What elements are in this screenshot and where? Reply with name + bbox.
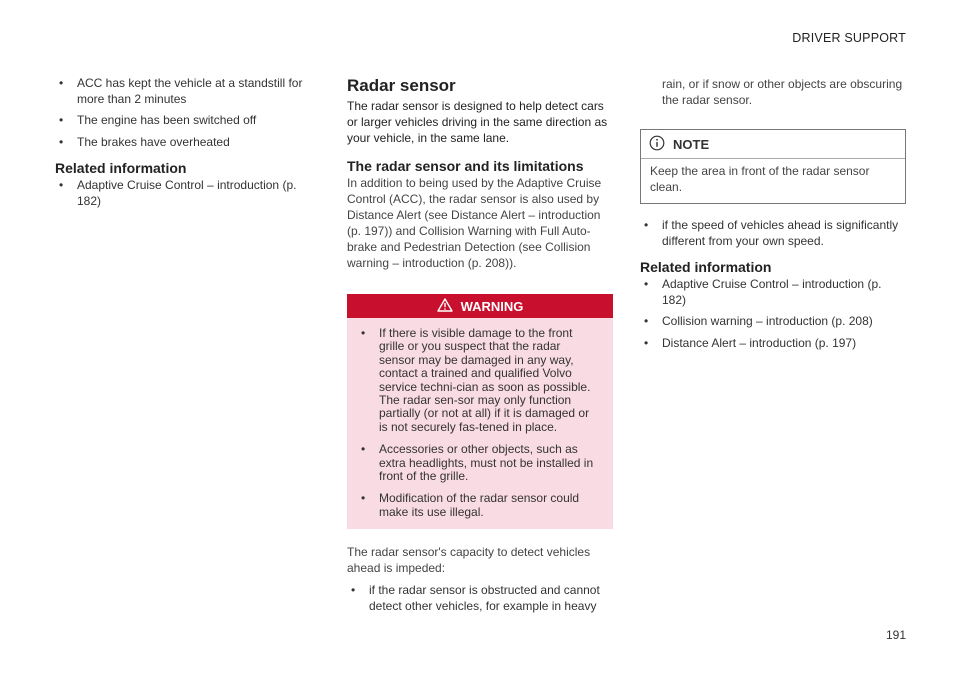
warning-header	[347, 294, 613, 318]
deactivation-list	[55, 76, 310, 150]
impeded-list	[347, 583, 613, 614]
impeded-list-continued	[640, 218, 906, 249]
column-right	[640, 76, 906, 357]
list-item: • If there is visible damage to the front grille or you suspect that the radar sensor may be damaged in any way, contact a trained and qualified Volvo service techni-cian as soon as possible. The radar sen-sor may only function partially (or not at all) if it is damaged or is not securely fas-tened in place.	[357, 327, 599, 434]
related-link[interactable]: • Adaptive Cruise Control – introduction (p. 182)	[55, 178, 310, 209]
related-info-list	[640, 277, 906, 351]
warning-label: WARNING	[460, 298, 524, 314]
subsection-heading: The radar sensor and its limitations	[347, 158, 584, 174]
limitations-paragraph: In addition to being used by the Adaptive Cruise Control (ACC), the radar sensor is also used by Distance Alert (see Distance Alert – introduction (p. 197)) and Collision Warning with Full Auto-brake and Pedestrian Detection (see Collision warning – introduction (p. 208)).	[347, 176, 602, 270]
note-box	[640, 129, 906, 204]
list-item: • The brakes have overheated	[55, 135, 310, 151]
capacity-text: The radar sensor's capacity to detect vehicles ahead is impeded:	[347, 545, 591, 576]
related-info-list	[55, 178, 310, 209]
note-label: NOTE	[673, 137, 710, 152]
section-header: DRIVER SUPPORT	[792, 31, 906, 45]
list-item: • Modification of the radar sensor could make its use illegal.	[357, 492, 599, 519]
column-middle	[347, 76, 613, 620]
continued-text: rain, or if snow or other objects are obscuring the radar sensor.	[662, 77, 903, 107]
warning-triangle-icon	[437, 298, 453, 315]
note-header	[641, 130, 905, 159]
list-item: • ACC has kept the vehicle at a standstill for more than 2 minutes	[55, 76, 310, 107]
related-link[interactable]: • Distance Alert – introduction (p. 197)	[640, 336, 906, 352]
intro-text: The radar sensor is designed to help detect cars or larger vehicles driving in the same direction as your vehicle, in the same lane.	[347, 99, 608, 145]
note-text: Keep the area in front of the radar sensor clean.	[650, 164, 870, 194]
warning-list	[347, 318, 613, 519]
page-number: 191	[885, 628, 906, 642]
info-circle-icon	[649, 135, 665, 154]
related-link[interactable]: • Collision warning – introduction (p. 208)	[640, 314, 906, 330]
warning-box	[347, 294, 613, 529]
page-title: Radar sensor	[347, 76, 456, 95]
related-link[interactable]: • Adaptive Cruise Control – introduction (p. 182)	[640, 277, 906, 308]
related-info-heading: Related information	[55, 160, 187, 176]
column-left	[55, 76, 310, 211]
related-info-heading: Related information	[640, 259, 772, 275]
list-item: • if the radar sensor is obstructed and cannot detect other vehicles, for example in heavy	[347, 583, 613, 614]
list-item: • if the speed of vehicles ahead is significantly different from your own speed.	[640, 218, 906, 249]
list-item: • The engine has been switched off	[55, 113, 310, 129]
list-item: • Accessories or other objects, such as extra headlights, must not be installed in front of the grille.	[357, 443, 599, 483]
